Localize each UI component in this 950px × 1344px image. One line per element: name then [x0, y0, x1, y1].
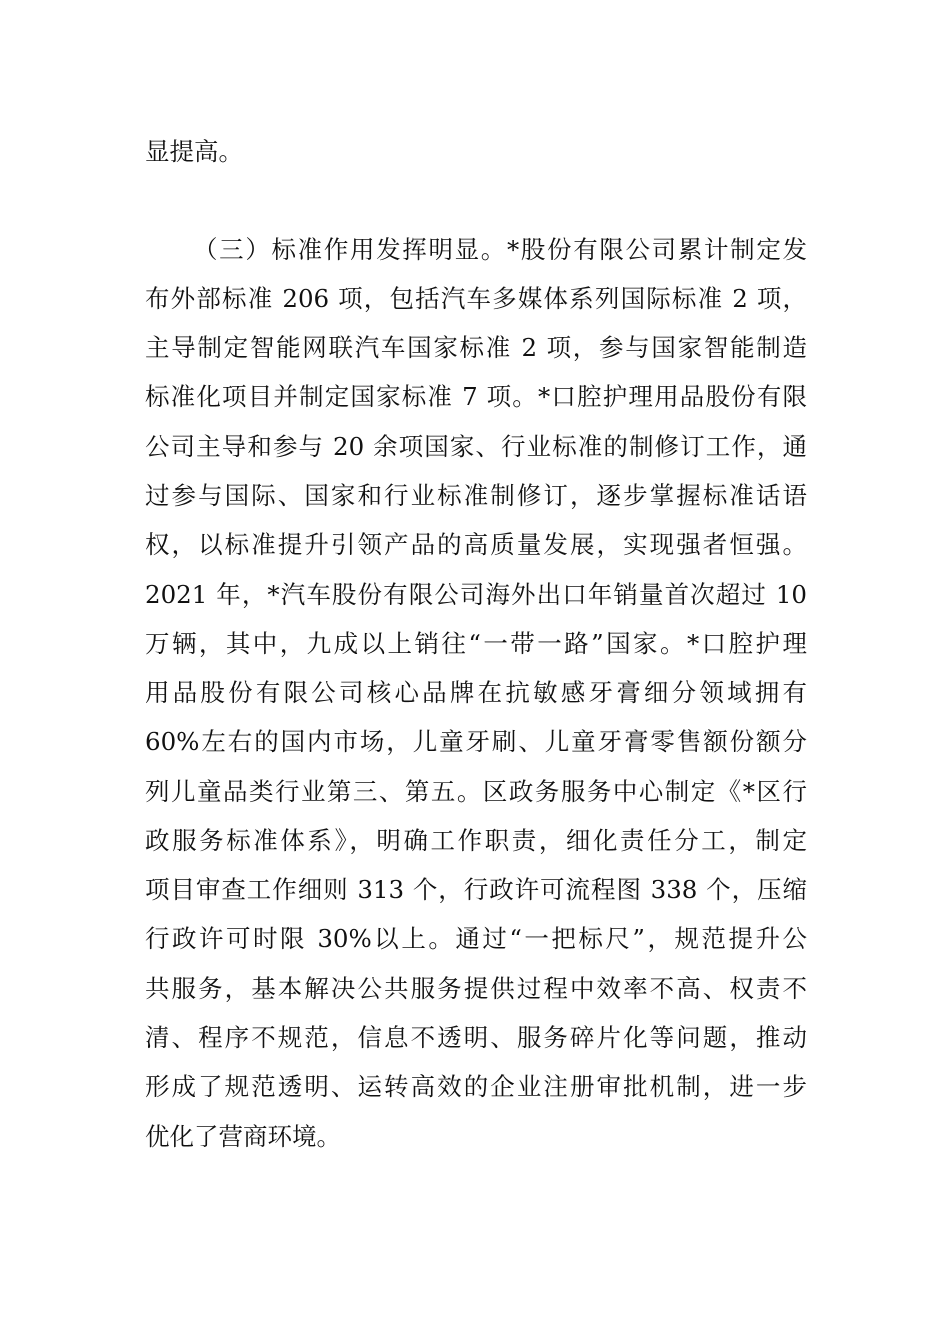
text-line-18: 清、程序不规范，信息不透明、服务碎片化等问题，推动	[145, 1023, 807, 1052]
text-line-6: 公司主导和参与 20 余项国家、行业标准的制修订工作，通	[145, 432, 807, 461]
text-line-15: 项目审查工作细则 313 个，行政许可流程图 338 个，压缩	[145, 875, 807, 904]
section-heading-line: （三）标准作用发挥明显。*股份有限公司累计制定发	[193, 235, 807, 264]
text-line-9: 2021 年，*汽车股份有限公司海外出口年销量首次超过 10	[145, 580, 807, 609]
text-line-11: 用品股份有限公司核心品牌在抗敏感牙膏细分领域拥有	[145, 678, 807, 707]
text-line-5: 标准化项目并制定国家标准 7 项。*口腔护理用品股份有限	[145, 382, 807, 411]
text-line-4: 主导制定智能网联汽车国家标准 2 项，参与国家智能制造	[145, 333, 807, 362]
text-line-13: 列儿童品类行业第三、第五。区政务服务中心制定《*区行	[145, 777, 807, 806]
text-line-14: 政服务标准体系》，明确工作职责，细化责任分工，制定	[145, 826, 807, 855]
text-line-7: 过参与国际、国家和行业标准制修订，逐步掌握标准话语	[145, 481, 807, 510]
text-line-12: 60%左右的国内市场，儿童牙刷、儿童牙膏零售额份额分	[145, 727, 807, 756]
text-line-17: 共服务，基本解决公共服务提供过程中效率不高、权责不	[145, 974, 807, 1003]
text-line-8: 权，以标准提升引领产品的高质量发展，实现强者恒强。	[145, 530, 807, 559]
text-line-1: 显提高。	[145, 137, 243, 166]
text-line-19: 形成了规范透明、运转高效的企业注册审批机制，进一步	[145, 1072, 807, 1101]
text-line-10: 万辆，其中，九成以上销往“一带一路”国家。*口腔护理	[145, 629, 807, 658]
text-line-16: 行政许可时限 30%以上。通过“一把标尺”，规范提升公	[145, 924, 807, 953]
text-line-3: 布外部标准 206 项，包括汽车多媒体系列国际标准 2 项，	[145, 284, 807, 313]
text-line-20: 优化了营商环境。	[145, 1122, 341, 1151]
